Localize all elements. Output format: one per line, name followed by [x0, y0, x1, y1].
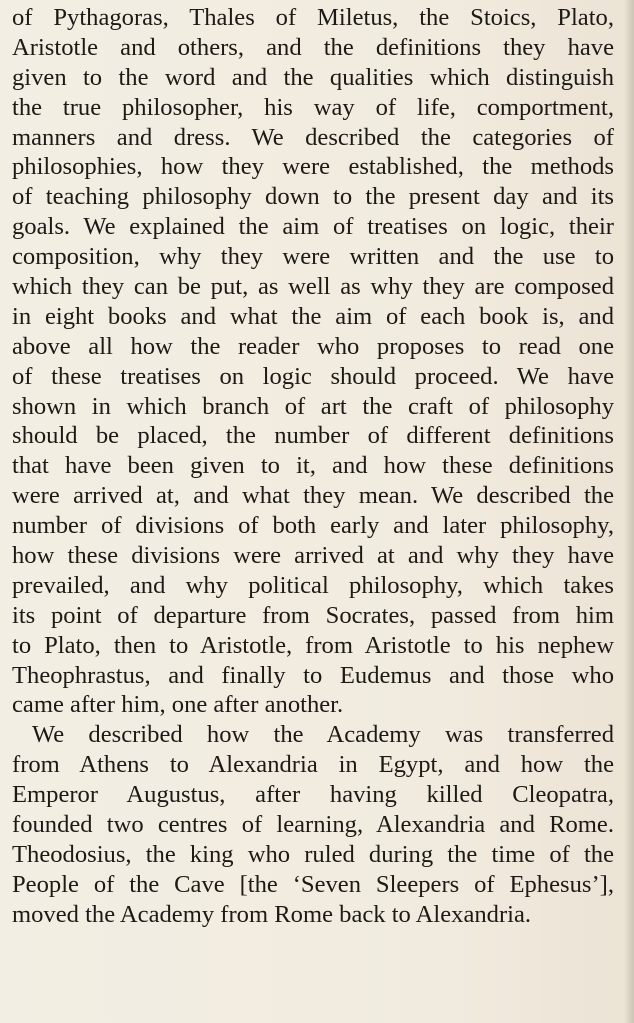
text-line: People of the Cave [the ‘Seven Sleepers of Ephesus’],: [12, 870, 614, 898]
text-line: Emperor Augustus, after having killed Cleopatra,: [12, 781, 614, 809]
text-line: how these divisions were arrived at and why they have: [12, 542, 614, 570]
text-line: We described how the Academy was transferred: [32, 721, 614, 749]
text-line: were arrived at, and what they mean. We described the: [12, 482, 614, 510]
paragraph: [12, 720, 614, 929]
text-line: of these treatises on logic should proceed. We have: [12, 362, 614, 390]
text-line: of Pythagoras, Thales of Miletus, the Stoics, Plato,: [12, 4, 614, 31]
text-line: above all how the reader who proposes to read one: [12, 332, 614, 360]
text-line: prevailed, and why political philosophy, which takes: [12, 571, 614, 599]
text-line: Theodosius, the king who ruled during the time of the: [12, 840, 614, 868]
text-line: that have been given to it, and how these definitions: [12, 452, 614, 480]
text-line: philosophies, how they were established, the methods: [12, 153, 614, 181]
text-line: composition, why they were written and the use to: [12, 243, 614, 271]
text-line: shown in which branch of art the craft of philosophy: [12, 392, 614, 420]
text-line: Aristotle and others, and the definitions they have: [12, 33, 614, 61]
text-line: in eight books and what the aim of each book is, and: [12, 302, 614, 330]
text-line: Theophrastus, and finally to Eudemus and those who: [12, 661, 614, 689]
text-line: manners and dress. We described the categories of: [12, 123, 614, 151]
text-line: to Plato, then to Aristotle, from Aristotle to his nephew: [12, 631, 614, 659]
text-line: founded two centres of learning, Alexandria and Rome.: [12, 811, 614, 839]
text-line: number of divisions of both early and later philosophy,: [12, 512, 614, 540]
text-line: its point of departure from Socrates, passed from him: [12, 601, 614, 629]
text-line: from Athens to Alexandria in Egypt, and how the: [12, 751, 614, 779]
text-line: the true philosopher, his way of life, comportment,: [12, 93, 614, 121]
page-edge-shadow: [624, 0, 634, 1023]
text-line: given to the word and the qualities which distinguish: [12, 63, 614, 91]
text-line: of teaching philosophy down to the present day and its: [12, 183, 614, 211]
text-line: goals. We explained the aim of treatises on logic, their: [12, 213, 614, 241]
text-line: which they can be put, as well as why they are composed: [12, 273, 614, 301]
paragraph: [12, 3, 614, 720]
text-line: came after him, one after another.: [12, 691, 344, 719]
body-text: [12, 3, 614, 930]
text-line: should be placed, the number of different definitions: [12, 422, 614, 450]
text-line: moved the Academy from Rome back to Alexandria.: [12, 900, 532, 928]
